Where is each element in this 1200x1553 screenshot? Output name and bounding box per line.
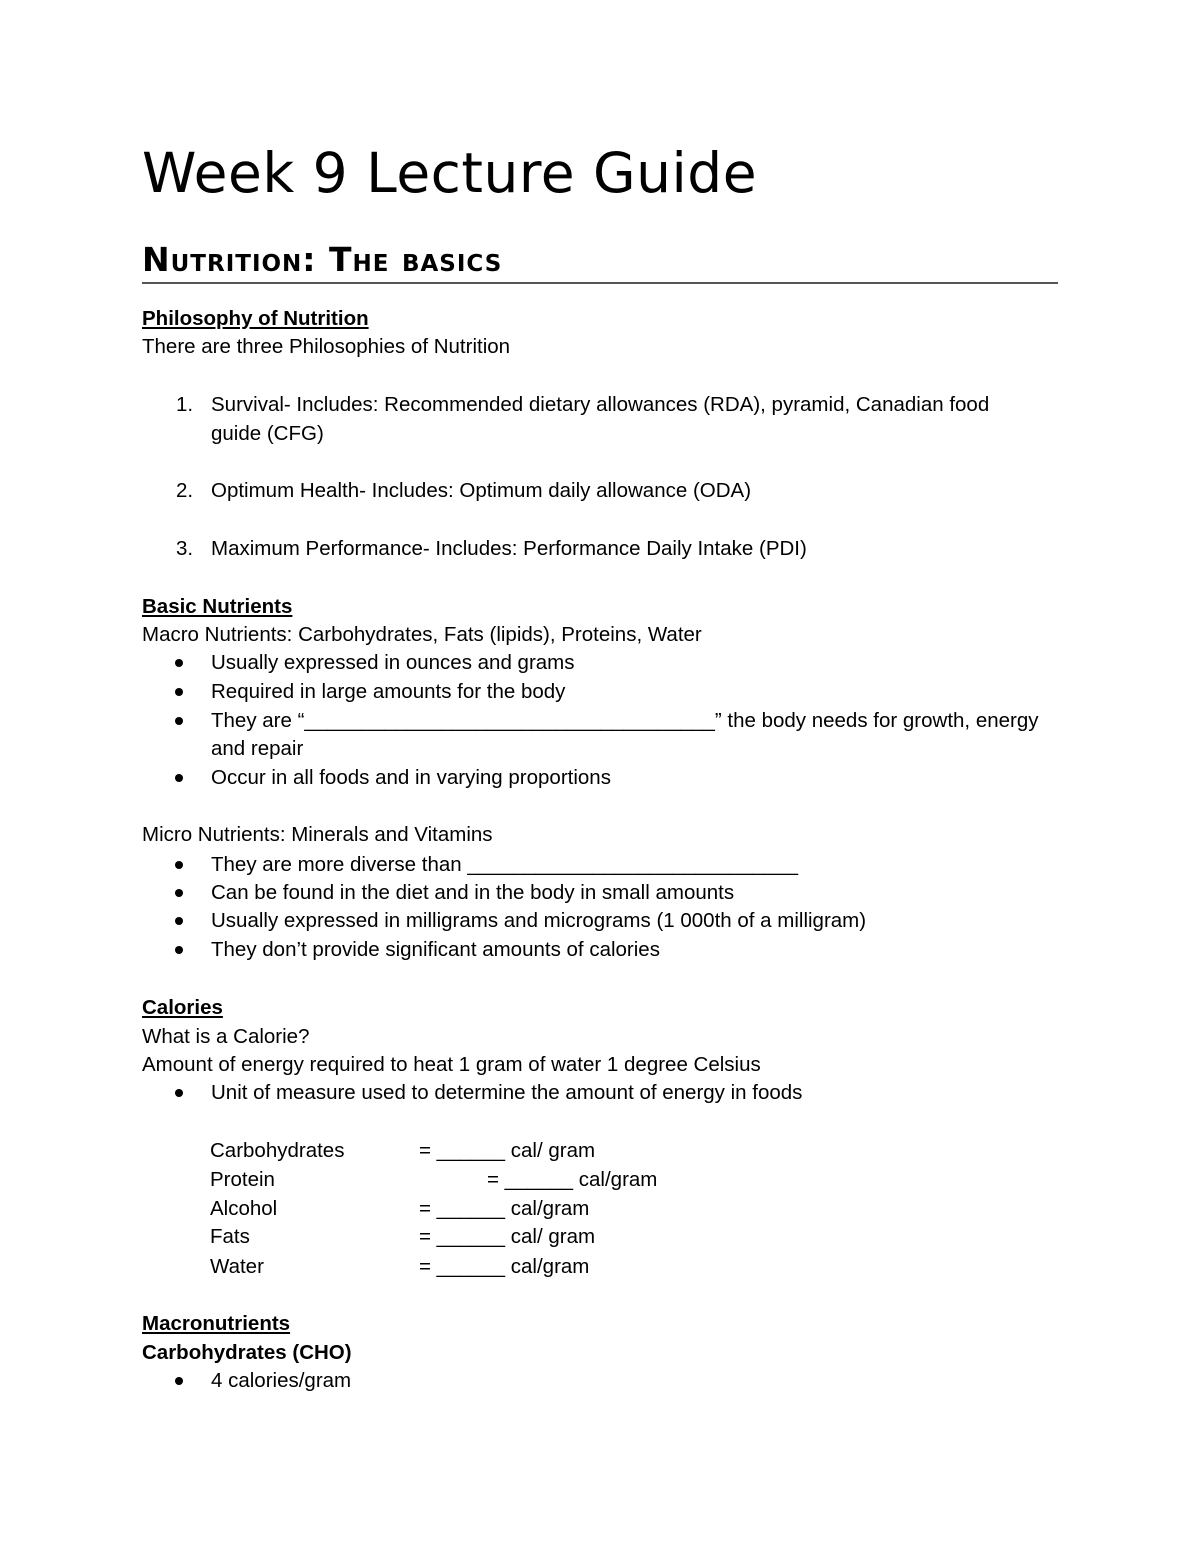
calories-bullet: Unit of measure used to determine the amount of energy in foods bbox=[211, 1081, 803, 1104]
list-number-3: 3. bbox=[176, 537, 194, 560]
calories-question: What is a Calorie? bbox=[142, 1025, 310, 1048]
calorie-row-value: = ______ cal/gram bbox=[419, 1197, 590, 1220]
calorie-row-value: = ______ cal/ gram bbox=[419, 1139, 596, 1162]
macro-bullet-4: Occur in all foods and in varying proportions bbox=[211, 766, 611, 789]
bullet-dot bbox=[175, 1377, 183, 1385]
basic-nutrients-heading: Basic Nutrients bbox=[142, 595, 293, 618]
micro-bullet-3: Usually expressed in milligrams and micrograms (1 000th of a milligram) bbox=[211, 909, 867, 932]
bullet-dot bbox=[175, 861, 183, 869]
list-item-3: Maximum Performance- Includes: Performance Daily Intake (PDI) bbox=[211, 537, 807, 560]
calories-definition: Amount of energy required to heat 1 gram of water 1 degree Celsius bbox=[142, 1053, 761, 1076]
page-title: Week 9 Lecture Guide bbox=[142, 141, 758, 205]
calorie-row-name: Water bbox=[210, 1255, 264, 1278]
calorie-row-name: Alcohol bbox=[210, 1197, 278, 1220]
macro-bullet-2: Required in large amounts for the body bbox=[211, 680, 566, 703]
bullet-dot bbox=[175, 917, 183, 925]
macro-intro: Macro Nutrients: Carbohydrates, Fats (lipids), Proteins, Water bbox=[142, 623, 702, 646]
bullet-dot bbox=[175, 717, 183, 725]
section-heading: Nutrition: The basics bbox=[142, 240, 1058, 284]
macro-bullet-3-cont: and repair bbox=[211, 737, 304, 760]
bullet-dot bbox=[175, 1089, 183, 1097]
list-item-1-line2: guide (CFG) bbox=[211, 422, 324, 445]
calorie-row-name: Carbohydrates bbox=[210, 1139, 345, 1162]
bullet-dot bbox=[175, 774, 183, 782]
bullet-dot bbox=[175, 889, 183, 897]
micro-bullet-2: Can be found in the diet and in the body in small amounts bbox=[211, 881, 735, 904]
micro-intro: Micro Nutrients: Minerals and Vitamins bbox=[142, 823, 493, 846]
bullet-dot bbox=[175, 688, 183, 696]
calorie-row-value: = ______ cal/gram bbox=[419, 1255, 590, 1278]
bullet-dot bbox=[175, 946, 183, 954]
list-item-1-line1: Survival- Includes: Recommended dietary allowances (RDA), pyramid, Canadian food bbox=[211, 393, 990, 416]
calorie-row-value: = ______ cal/gram bbox=[487, 1168, 658, 1191]
bullet-dot bbox=[175, 659, 183, 667]
calorie-row-value: = ______ cal/ gram bbox=[419, 1225, 596, 1248]
calories-heading: Calories bbox=[142, 996, 223, 1019]
carbohydrates-subheading: Carbohydrates (CHO) bbox=[142, 1341, 352, 1364]
philosophy-heading: Philosophy of Nutrition bbox=[142, 307, 369, 330]
list-item-2: Optimum Health- Includes: Optimum daily allowance (ODA) bbox=[211, 479, 752, 502]
calorie-row-name: Fats bbox=[210, 1225, 250, 1248]
list-number-2: 2. bbox=[176, 479, 194, 502]
philosophy-intro: There are three Philosophies of Nutrition bbox=[142, 335, 511, 358]
list-number-1: 1. bbox=[176, 393, 194, 416]
macro-bullet-1: Usually expressed in ounces and grams bbox=[211, 651, 575, 674]
macronutrients-heading: Macronutrients bbox=[142, 1312, 291, 1335]
calorie-row-name: Protein bbox=[210, 1168, 275, 1191]
carbohydrates-bullet: 4 calories/gram bbox=[211, 1369, 352, 1392]
micro-bullet-1: They are more diverse than _____________________________ bbox=[211, 853, 799, 876]
micro-bullet-4: They don’t provide significant amounts of calories bbox=[211, 938, 660, 961]
macro-bullet-3: They are “____________________________________” the body needs for growth, energy bbox=[211, 709, 1039, 732]
